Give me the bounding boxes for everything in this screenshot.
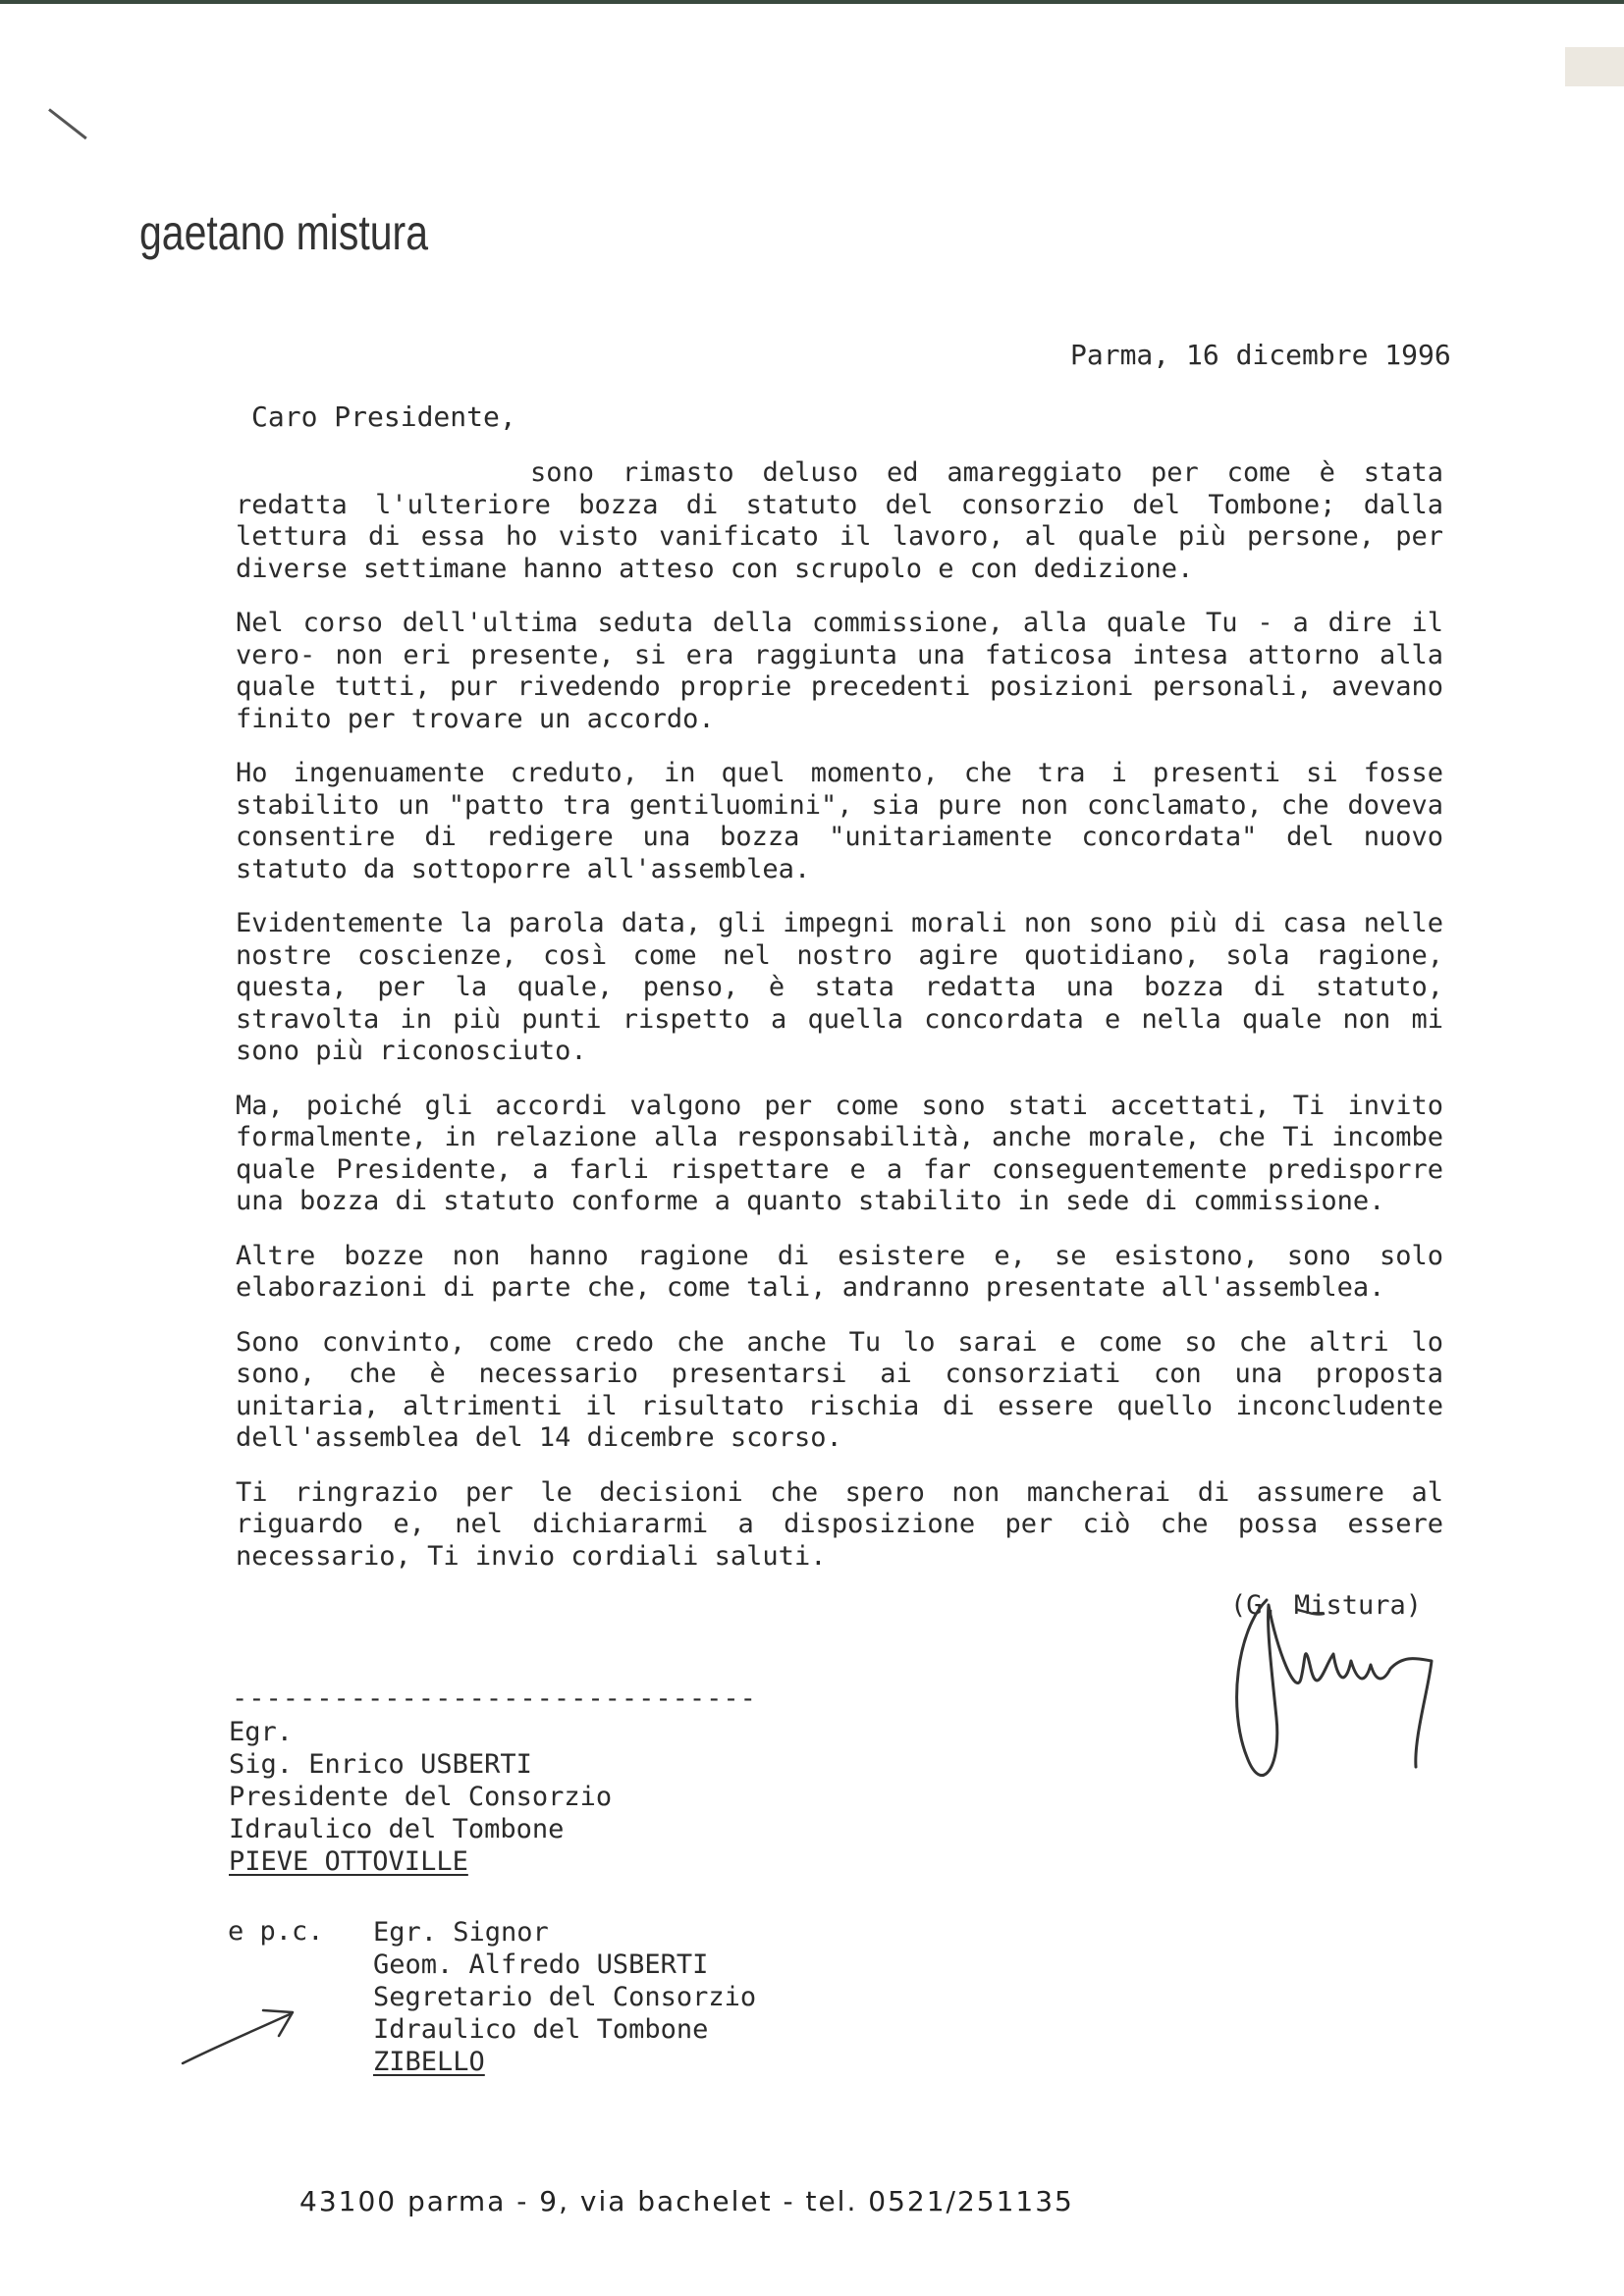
recipient-city: PIEVE OTTOVILLE [229, 1846, 468, 1877]
cc-line: Geom. Alfredo USBERTI [373, 1949, 709, 1980]
paragraph-1: sono rimasto deluso ed amareggiato per come è stata redatta l'ulteriore bozza di statuto del consorzio del Tombone; dalla lettura di essa ho visto vanificato il lavoro, al quale più persone, per diverse settimane hanno atteso con scrupolo e con dedizione. [236, 457, 1443, 584]
letter-body [236, 457, 1443, 1595]
signature-typed-name: (G. Mistura) [1230, 1590, 1423, 1621]
paragraph-5: Ma, poiché gli accordi valgono per come sono stati accettati, Ti invito formalmente, in relazione alla responsabilità, anche morale, che Ti incombe quale Presidente, a farli rispettare e a far conseguentemente predisporre una bozza di statuto conforme a quanto stabilito in sede di commissione. [236, 1090, 1443, 1216]
handwritten-signature [1208, 1571, 1463, 1806]
footer-address: 43100 parma - 9, via bachelet - tel. 0521/251135 [299, 2185, 1074, 2217]
paragraph-6: Altre bozze non hanno ragione di esistere e, se esistono, sono solo elaborazioni di parte che, come tali, andranno presentate all'assemblea. [236, 1240, 1443, 1303]
cc-label: e p.c. [228, 1916, 324, 1947]
paper-corner-shadow [1565, 47, 1624, 86]
separator-line: ------------------------------- [232, 1683, 757, 1714]
page-top-edge [0, 0, 1624, 4]
cc-line: Idraulico del Tombone [373, 2014, 709, 2045]
paragraph-8: Ti ringrazio per le decisioni che spero non mancherai di assumere al riguardo e, nel dichiararmi a disposizione per ciò che possa essere necessario, Ti invio cordiali saluti. [236, 1476, 1443, 1572]
recipient-address [229, 1716, 612, 1878]
paragraph-7: Sono convinto, come credo che anche Tu lo sarai e come so che altri lo sono, che è necessario presentarsi ai consorziati con una proposta unitaria, altrimenti il risultato rischia di essere quello inconcludente dell'assemblea del 14 dicembre scorso. [236, 1326, 1443, 1453]
cc-line: Egr. Signor [373, 1917, 549, 1948]
letter-date: Parma, 16 dicembre 1996 [1070, 339, 1451, 371]
recipient-line: Egr. [229, 1717, 294, 1747]
recipient-line: Idraulico del Tombone [229, 1814, 565, 1844]
paragraph-4: Evidentemente la parola data, gli impegni morali non sono più di casa nelle nostre coscienze, così come nel nostro agire quotidiano, sola ragione, questa, per la quale, penso, è stata redatta una bozza di statuto, stravolta in più punti rispetto a quella concordata e nella quale non mi sono più riconosciuto. [236, 908, 1443, 1066]
cc-city: ZIBELLO [373, 2047, 485, 2077]
paragraph-2: Nel corso dell'ultima seduta della commissione, alla quale Tu - a dire il vero- non eri presente, si era raggiunta una faticosa intesa attorno alla quale tutti, pur rivedendo proprie precedenti posizioni personali, avevano finito per trovare un accordo. [236, 608, 1443, 734]
recipient-line: Sig. Enrico USBERTI [229, 1749, 532, 1780]
letterhead-name: gaetano mistura [139, 205, 429, 260]
pen-mark [48, 108, 87, 139]
handwritten-arrow-icon [177, 2002, 304, 2071]
cc-address [373, 1916, 756, 2078]
salutation: Caro Presidente, [251, 400, 516, 433]
cc-line: Segretario del Consorzio [373, 1982, 757, 2012]
paragraph-3: Ho ingenuamente creduto, in quel momento, che tra i presenti si fosse stabilito un "patto tra gentiluomini", sia pure non conclamato, che doveva consentire di redigere una bozza "unitariamente concordata" del nuovo statuto da sottoporre all'assemblea. [236, 758, 1443, 884]
recipient-line: Presidente del Consorzio [229, 1782, 613, 1812]
